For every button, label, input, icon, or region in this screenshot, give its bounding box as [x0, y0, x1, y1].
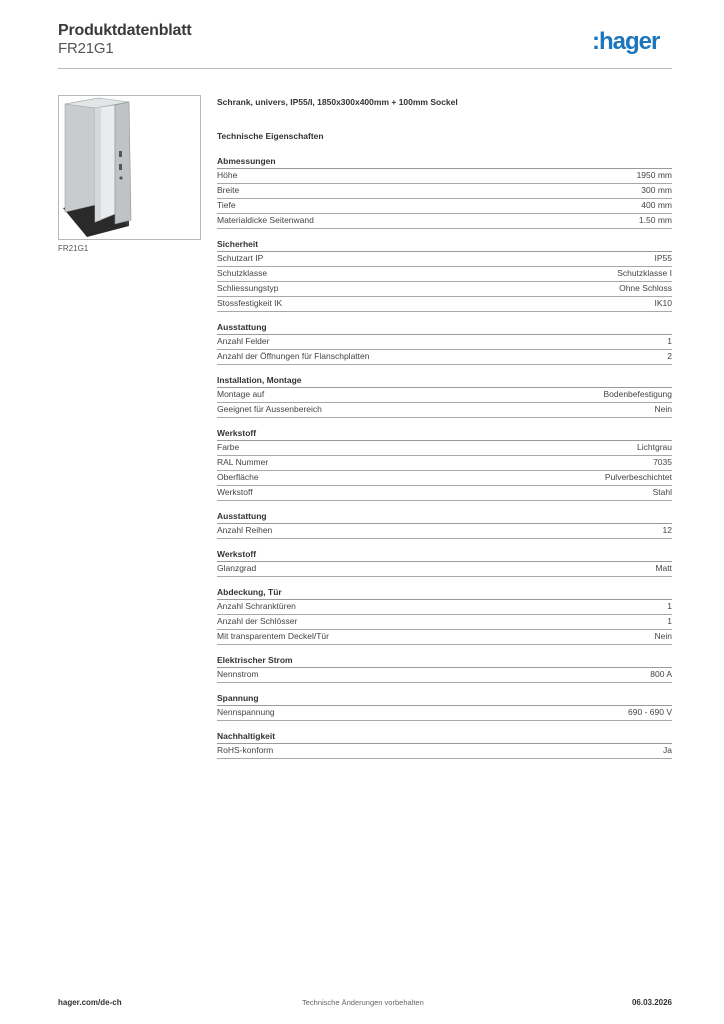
- image-caption: FR21G1: [58, 244, 89, 253]
- spec-value: 2: [667, 351, 672, 361]
- spec-content: [217, 96, 672, 759]
- spec-value: Matt: [655, 563, 672, 573]
- spec-value: 400 mm: [641, 200, 672, 210]
- spec-label: Tiefe: [217, 200, 236, 210]
- spec-row: [217, 252, 672, 267]
- spec-value: IK10: [654, 298, 672, 308]
- spec-section: [217, 375, 672, 418]
- spec-row: [217, 524, 672, 539]
- spec-value: Stahl: [652, 487, 672, 497]
- spec-section: [217, 587, 672, 645]
- spec-row: [217, 199, 672, 214]
- spec-row: [217, 486, 672, 501]
- spec-row: [217, 350, 672, 365]
- spec-value: 1: [667, 336, 672, 346]
- spec-row: [217, 335, 672, 350]
- cabinet-illustration: [59, 96, 200, 239]
- spec-row: [217, 282, 672, 297]
- spec-label: Schutzart IP: [217, 253, 264, 263]
- spec-section: [217, 156, 672, 229]
- spec-label: Anzahl der Schlösser: [217, 616, 298, 626]
- spec-value: Ohne Schloss: [619, 283, 672, 293]
- spec-row: [217, 441, 672, 456]
- spec-row: [217, 456, 672, 471]
- spec-label: Höhe: [217, 170, 238, 180]
- product-code: FR21G1: [58, 40, 114, 57]
- product-title: Schrank, univers, IP55/I, 1850x300x400mm + 100mm Sockel: [217, 97, 458, 107]
- spec-label: Anzahl Reihen: [217, 525, 273, 535]
- spec-label: Farbe: [217, 442, 240, 452]
- spec-row: [217, 744, 672, 759]
- spec-label: Anzahl Felder: [217, 336, 270, 346]
- section-title: Sicherheit: [217, 239, 672, 252]
- spec-value: Bodenbefestigung: [603, 389, 672, 399]
- spec-row: [217, 169, 672, 184]
- section-title: Installation, Montage: [217, 375, 672, 388]
- spec-section: [217, 731, 672, 759]
- spec-row: [217, 471, 672, 486]
- spec-label: RAL Nummer: [217, 457, 269, 467]
- spec-row: [217, 267, 672, 282]
- product-image: [58, 95, 201, 240]
- spec-label: Schutzklasse: [217, 268, 268, 278]
- spec-sections: [217, 156, 672, 759]
- spec-value: 1950 mm: [636, 170, 672, 180]
- spec-label: Nennspannung: [217, 707, 275, 717]
- spec-value: Schutzklasse I: [617, 268, 672, 278]
- spec-row: [217, 706, 672, 721]
- spec-label: Werkstoff: [217, 487, 253, 497]
- spec-row: [217, 297, 672, 312]
- footer-website: hager.com/de-ch: [58, 998, 122, 1007]
- spec-row: [217, 668, 672, 683]
- spec-label: Materialdicke Seitenwand: [217, 215, 314, 225]
- spec-label: Montage auf: [217, 389, 265, 399]
- spec-value: 7035: [653, 457, 672, 467]
- section-title: Spannung: [217, 693, 672, 706]
- spec-row: [217, 214, 672, 229]
- spec-value: Ja: [663, 745, 672, 755]
- spec-value: 300 mm: [641, 185, 672, 195]
- spec-value: 1: [667, 601, 672, 611]
- spec-row: [217, 562, 672, 577]
- header-divider: [58, 68, 672, 69]
- section-heading: Technische Eigenschaften: [217, 131, 324, 141]
- section-title: Ausstattung: [217, 322, 672, 335]
- spec-label: Anzahl Schranktüren: [217, 601, 296, 611]
- spec-value: 1.50 mm: [638, 215, 672, 225]
- spec-value: IP55: [654, 253, 672, 263]
- spec-value: 690 - 690 V: [628, 707, 672, 717]
- spec-section: [217, 693, 672, 721]
- hager-logo: :hager: [592, 28, 660, 55]
- spec-row: [217, 630, 672, 645]
- spec-value: 12: [662, 525, 672, 535]
- spec-row: [217, 615, 672, 630]
- spec-row: [217, 600, 672, 615]
- spec-label: Oberfläche: [217, 472, 259, 482]
- spec-section: [217, 549, 672, 577]
- spec-label: Breite: [217, 185, 240, 195]
- section-title: Werkstoff: [217, 549, 672, 562]
- section-title: Elektrischer Strom: [217, 655, 672, 668]
- section-title: Abmessungen: [217, 156, 672, 169]
- spec-value: Pulverbeschichtet: [604, 472, 672, 482]
- spec-section: [217, 655, 672, 683]
- spec-value: 1: [667, 616, 672, 626]
- spec-row: [217, 403, 672, 418]
- spec-section: [217, 322, 672, 365]
- spec-label: Anzahl der Öffnungen für Flanschplatten: [217, 351, 370, 361]
- spec-value: Nein: [654, 404, 672, 414]
- spec-value: Nein: [654, 631, 672, 641]
- section-title: Ausstattung: [217, 511, 672, 524]
- footer-date: 06.03.2026: [631, 998, 672, 1007]
- spec-value: Lichtgrau: [637, 442, 672, 452]
- page-title: Produktdatenblatt: [58, 22, 192, 39]
- spec-value: 800 A: [650, 669, 672, 679]
- section-title: Abdeckung, Tür: [217, 587, 672, 600]
- section-title: Nachhaltigkeit: [217, 731, 672, 744]
- spec-section: [217, 428, 672, 501]
- spec-section: [217, 239, 672, 312]
- spec-label: Stossfestigkeit IK: [217, 298, 283, 308]
- footer-note: Technische Änderungen vorbehalten: [302, 998, 424, 1007]
- spec-label: Mit transparentem Deckel/Tür: [217, 631, 329, 641]
- section-title: Werkstoff: [217, 428, 672, 441]
- spec-label: Schliessungstyp: [217, 283, 279, 293]
- spec-label: RoHS-konform: [217, 745, 274, 755]
- spec-label: Nennstrom: [217, 669, 259, 679]
- spec-label: Glanzgrad: [217, 563, 257, 573]
- spec-row: [217, 388, 672, 403]
- spec-label: Geeignet für Aussenbereich: [217, 404, 322, 414]
- spec-row: [217, 184, 672, 199]
- spec-section: [217, 511, 672, 539]
